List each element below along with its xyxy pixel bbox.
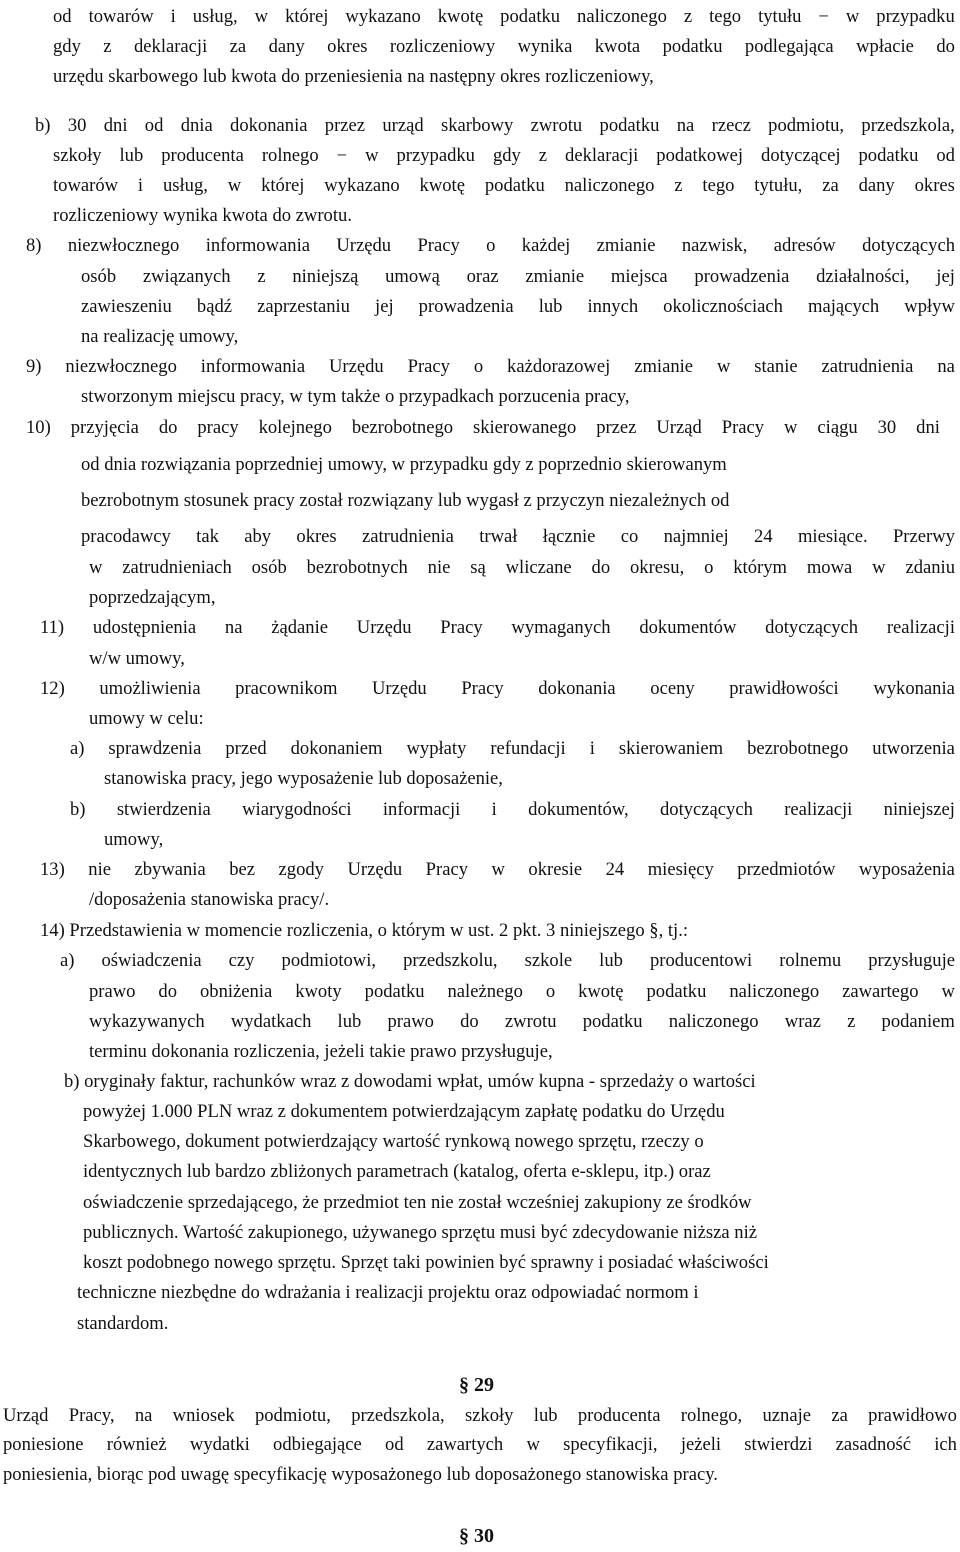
text-line: 8) niezwłocznego informowania Urzędu Pracy o każdej zmianie nazwisk, adresów dotyczących bbox=[26, 235, 955, 256]
text-line: w/w umowy, bbox=[89, 648, 185, 669]
text-line: poniesione również wydatki odbiegające od zawartych w specyfikacji, jeżeli stwierdzi zasadność ich bbox=[3, 1434, 957, 1455]
text-line: poprzedzającym, bbox=[89, 587, 216, 608]
text-line: bezrobotnym stosunek pracy został rozwiązany lub wygasł z przyczyn niezależnych od bbox=[81, 490, 730, 511]
text-line: 11) udostępnienia na żądanie Urzędu Pracy wymaganych dokumentów dotyczących realizacji bbox=[40, 617, 955, 638]
text-line: identycznych lub bardzo zbliżonych parametrach (katalog, oferta e-sklepu, itp.) oraz bbox=[83, 1161, 711, 1182]
text-line: od dnia rozwiązania poprzedniej umowy, w przypadku gdy z poprzednio skierowanym bbox=[81, 454, 727, 475]
text-line: oświadczenie sprzedającego, że przedmiot ten nie został wcześniej zakupiony ze środków bbox=[83, 1192, 752, 1213]
text-line: towarów i usług, w której wykazano kwotę podatku naliczonego z tego tytułu, za dany okres bbox=[53, 175, 955, 196]
text-line: /doposażenia stanowiska pracy/. bbox=[89, 889, 330, 910]
text-line: techniczne niezbędne do wdrażania i realizacji projektu oraz odpowiadać normom i bbox=[77, 1282, 699, 1303]
text-line: rozliczeniowy wynika kwota do zwrotu. bbox=[53, 205, 352, 226]
text-line: Urząd Pracy, na wniosek podmiotu, przedszkola, szkoły lub producenta rolnego, uznaje za prawidłowo bbox=[3, 1405, 957, 1426]
text-line: publicznych. Wartość zakupionego, używanego sprzętu musi być zdecydowanie niższa niż bbox=[83, 1222, 758, 1243]
text-line: osób związanych z niniejszą umową oraz zmianie miejsca prowadzenia działalności, jej bbox=[81, 266, 955, 287]
text-line: a) oświadczenia czy podmiotowi, przedszkolu, szkole lub producentowi rolnemu przysługuje bbox=[60, 950, 955, 971]
text-line: powyżej 1.000 PLN wraz z dokumentem potwierdzającym zapłatę podatku do Urzędu bbox=[83, 1101, 725, 1122]
text-line: urzędu skarbowego lub kwota do przeniesienia na następny okres rozliczeniowy, bbox=[53, 66, 654, 87]
section-heading: § 29 bbox=[459, 1374, 494, 1396]
text-line: prawo do obniżenia kwoty podatku należnego o kwotę podatku naliczonego zawartego w bbox=[89, 981, 955, 1002]
text-line: umowy w celu: bbox=[89, 708, 204, 729]
text-line: na realizację umowy, bbox=[81, 326, 239, 347]
text-line: 13) nie zbywania bez zgody Urzędu Pracy w okresie 24 miesięcy przedmiotów wyposażenia bbox=[40, 859, 955, 880]
section-heading: § 30 bbox=[459, 1525, 494, 1547]
text-line: stanowiska pracy, jego wyposażenie lub doposażenie, bbox=[104, 768, 503, 789]
text-line: wykazywanych wydatkach lub prawo do zwrotu podatku naliczonego wraz z podaniem bbox=[89, 1011, 955, 1032]
text-line: koszt podobnego nowego sprzętu. Sprzęt taki powinien być sprawny i posiadać właściwości bbox=[83, 1252, 769, 1273]
text-line: gdy z deklaracji za dany okres rozliczeniowy wynika kwota podatku podlegająca wpłacie do bbox=[53, 36, 955, 57]
text-line: umowy, bbox=[104, 829, 164, 850]
text-line: poniesienia, biorąc pod uwagę specyfikację wyposażonego lub doposażonego stanowiska pracy. bbox=[3, 1464, 718, 1485]
text-line: terminu dokonania rozliczenia, jeżeli takie prawo przysługuje, bbox=[89, 1041, 553, 1062]
text-line: zawieszeniu bądź zaprzestaniu jej prowadzenia lub innych okolicznościach mających wpływ bbox=[81, 296, 955, 317]
text-line: od towarów i usług, w której wykazano kwotę podatku naliczonego z tego tytułu − w przypadku bbox=[53, 6, 955, 27]
text-line: stworzonym miejscu pracy, w tym także o przypadkach porzucenia pracy, bbox=[81, 386, 630, 407]
text-line: w zatrudnieniach osób bezrobotnych nie są wliczane do okresu, o którym mowa w zdaniu bbox=[89, 557, 955, 578]
text-line: 9) niezwłocznego informowania Urzędu Pracy o każdorazowej zmianie w stanie zatrudnienia na bbox=[26, 356, 955, 377]
text-line: standardom. bbox=[77, 1313, 169, 1334]
text-line: 14) Przedstawienia w momencie rozliczenia, o którym w ust. 2 pkt. 3 niniejszego §, tj.: bbox=[40, 920, 689, 941]
text-line: 12) umożliwienia pracownikom Urzędu Pracy dokonania oceny prawidłowości wykonania bbox=[40, 678, 955, 699]
text-line: a) sprawdzenia przed dokonaniem wypłaty refundacji i skierowaniem bezrobotnego utworzenia bbox=[70, 738, 955, 759]
text-line: b) stwierdzenia wiarygodności informacji i dokumentów, dotyczących realizacji niniejszej bbox=[70, 799, 955, 820]
text-line: szkoły lub producenta rolnego − w przypadku gdy z deklaracji podatkowej dotyczącej podatku od bbox=[53, 145, 955, 166]
text-line: Skarbowego, dokument potwierdzający wartość rynkową nowego sprzętu, rzeczy o bbox=[83, 1131, 704, 1152]
text-line: b) oryginały faktur, rachunków wraz z dowodami wpłat, umów kupna - sprzedaży o wartości bbox=[64, 1071, 756, 1092]
text-line: 10) przyjęcia do pracy kolejnego bezrobotnego skierowanego przez Urząd Pracy w ciągu 30 dni bbox=[26, 417, 940, 438]
text-line: pracodawcy tak aby okres zatrudnienia trwał łącznie co najmniej 24 miesiące. Przerwy bbox=[81, 526, 955, 547]
text-line: b) 30 dni od dnia dokonania przez urząd skarbowy zwrotu podatku na rzecz podmiotu, przedszkola, bbox=[35, 115, 955, 136]
